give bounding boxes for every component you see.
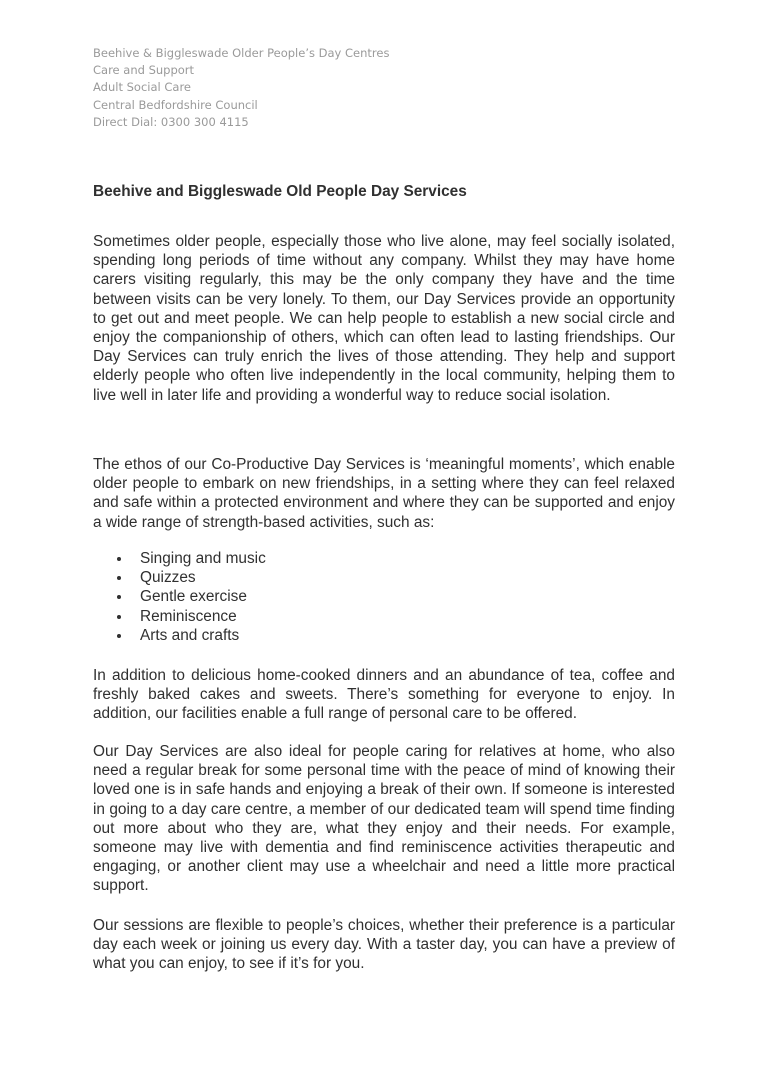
- bullet-icon: [117, 557, 121, 561]
- ethos-paragraph: The ethos of our Co-Productive Day Services is ‘meaningful moments’, which enable older people to embark on new friendships, in a setting where they can feel relaxed and safe within a protected environment and where they can be supported and enjoy a wide range of strength-based activities, such as:: [93, 456, 675, 531]
- letterhead-line: Beehive & Biggleswade Older People’s Day Centres: [93, 46, 390, 60]
- list-item: [93, 587, 266, 606]
- bullet-icon: [117, 595, 121, 599]
- list-item: [93, 549, 266, 568]
- sessions-paragraph: Our sessions are flexible to people’s choices, whether their preference is a particular day each week or joining us every day. With a taster day, you can have a preview of what you can enjoy, to see if it’s for you.: [93, 917, 675, 973]
- letterhead-line: Direct Dial: 0300 300 4115: [93, 114, 249, 129]
- carers-paragraph: Our Day Services are also ideal for people caring for relatives at home, who also need a regular break for some personal time with the peace of mind of knowing their loved one is in safe hands and enjoying a break of their own. If someone is interested in going to a day care centre, a member of our dedicated team will spend time finding out more about who they are, what they enjoy and their needs. For example, someone may live with dementia and find reminiscence activities therapeutic and engaging, or another client may use a wheelchair and need a little more practical support.: [93, 743, 675, 895]
- list-item: [93, 568, 266, 587]
- activity-label: Arts and crafts: [140, 626, 240, 644]
- activity-label: Gentle exercise: [140, 588, 247, 606]
- letterhead-line: Central Bedfordshire Council: [93, 97, 258, 112]
- activity-label: Singing and music: [140, 550, 266, 567]
- letterhead-line: Care and Support: [93, 63, 195, 78]
- document-title: Beehive and Biggleswade Old People Day Services: [93, 183, 467, 200]
- meals-paragraph: In addition to delicious home-cooked dinners and an abundance of tea, coffee and freshly baked cakes and sweets. There’s something for everyone to enjoy. In addition, our facilities enable a full range of personal care to be offered.: [93, 667, 675, 723]
- activity-label: Reminiscence: [140, 607, 237, 625]
- list-item: [93, 607, 266, 626]
- activity-label: Quizzes: [140, 569, 196, 587]
- list-item: [93, 626, 266, 645]
- activities-list: [93, 549, 266, 645]
- letterhead: [93, 45, 389, 131]
- bullet-icon: [117, 576, 121, 580]
- bullet-icon: [117, 634, 121, 638]
- letterhead-line: Adult Social Care: [93, 80, 191, 95]
- intro-paragraph: Sometimes older people, especially those who live alone, may feel socially isolated, spending long periods of time without any company. Whilst they may have home carers visiting regularly, this may be the only company they have and the time between visits can be very lonely. To them, our Day Services provide an opportunity to get out and meet people. We can help people to establish a new social circle and enjoy the companionship of others, which can often lead to lasting friendships. Our Day Services can truly enrich the lives of those attending. They help and support elderly people who often live independently in the local community, helping them to live well in later life and providing a wonderful way to reduce social isolation.: [93, 233, 675, 404]
- bullet-icon: [117, 615, 121, 619]
